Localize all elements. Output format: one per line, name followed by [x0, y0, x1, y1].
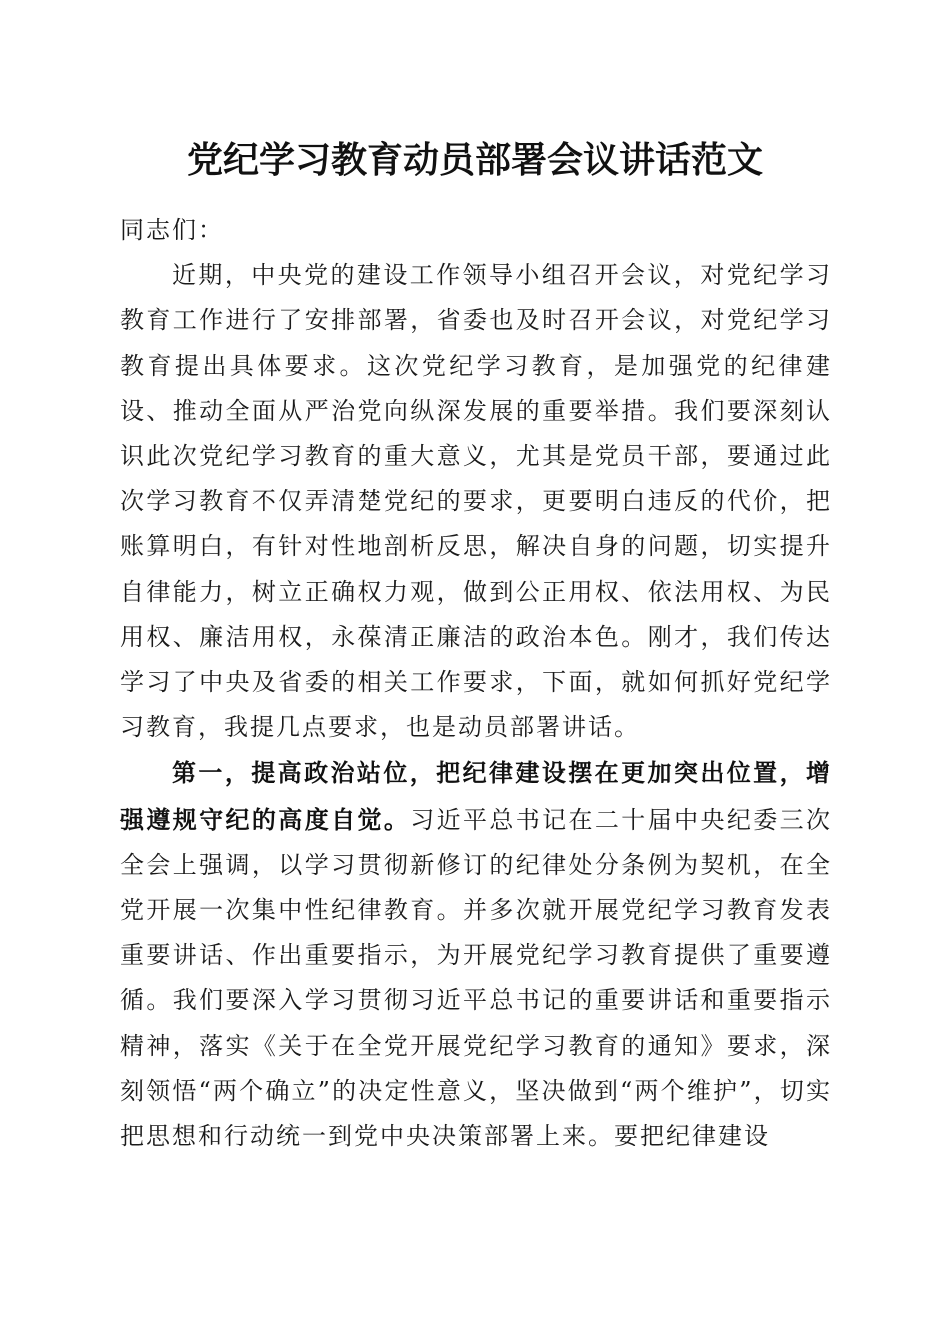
page-title: 党纪学习教育动员部署会议讲话范文 — [186, 139, 763, 181]
document-body — [120, 208, 832, 1159]
paragraph-first-point — [120, 750, 832, 1159]
salutation: 同志们： — [120, 216, 224, 244]
paragraph-intro: 近期，中央党的建设工作领导小组召开会议，对党纪学习教育工作进行了安排部署，省委也及时召开会议，对党纪学习教育提出具体要求。这次党纪学习教育，是加强党的纪律建设、推动全面从严治党向纵深发展的重要举措。我们要深刻认识此次党纪学习教育的重大意义，尤其是党员干部，要通过此次学习教育不仅弄清楚党纪的要求，更要明白违反的代价，把账算明白，有针对性地剖析反思，解决自身的问题，切实提升自律能力，树立正确权力观，做到公正用权、依法用权、为民用权、廉洁用权，永葆清正廉洁的政治本色。刚才，我们传达学习了中央及省委的相关工作要求，下面，就如何抓好党纪学习教育，我提几点要求，也是动员部署讲话。 — [120, 261, 832, 742]
paragraph-first-point-body: 习近平总书记在二十届中央纪委三次全会上强调，以学习贯彻新修订的纪律处分条例为契机，在全党开展一次集中性纪律教育。并多次就开展党纪学习教育发表重要讲话、作出重要指示，为开展党纪学习教育提供了重要遵循。我们要深入学习贯彻习近平总书记的重要讲话和重要指示精神，落实《关于在全党开展党纪学习教育的通知》要求，深刻领悟“两个确立”的决定性意义，坚决做到“两个维护”，切实把思想和行动统一到党中央决策部署上来。要把纪律建设 — [120, 805, 833, 1151]
paragraph-lead-heading: 第一，提高政治站位，把纪律建设摆在更加突出位置，增强遵规守纪的高度自觉。 — [120, 758, 832, 834]
